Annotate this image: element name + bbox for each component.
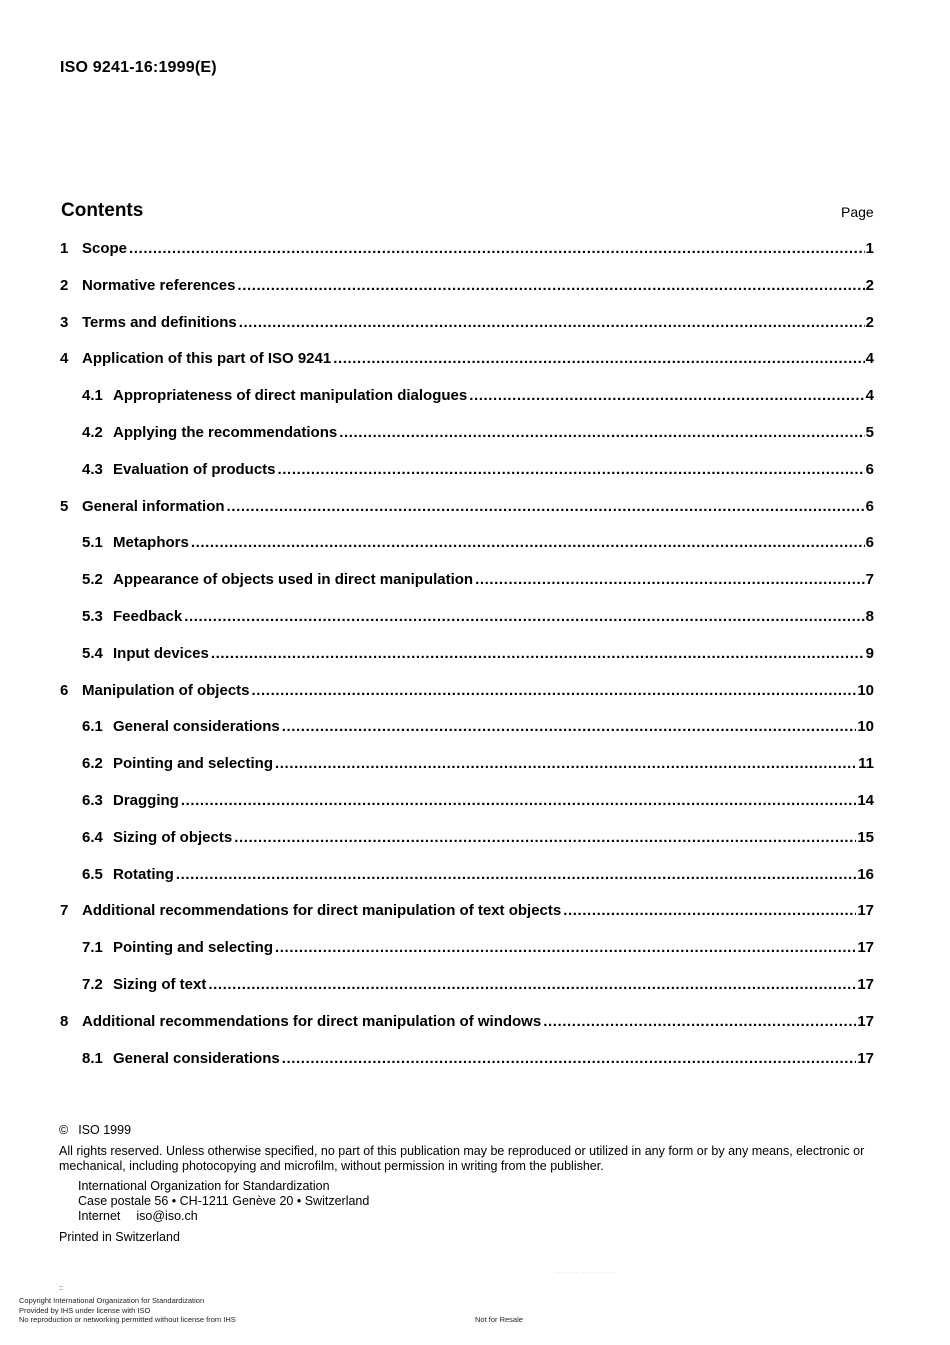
toc-entry-number: 5.1 [82, 534, 103, 551]
toc-entry-title: Pointing and selecting [113, 939, 274, 956]
toc-entry-page: 14 [857, 792, 874, 809]
toc-entry-title: Input devices [113, 645, 209, 662]
toc-entry[interactable] [60, 1012, 874, 1032]
toc-entry-page: 6 [865, 498, 874, 515]
rights-statement: All rights reserved. Unless otherwise specified, no part of this publication may be reproduced or utilized in any form or by any means, electronic or mechanical, including photocopying and microfilm, without permission in writing from the publisher. [59, 1144, 865, 1173]
toc-dot-leader [176, 865, 856, 885]
toc-dot-leader [278, 460, 865, 480]
toc-entry[interactable] [82, 386, 874, 406]
toc-entry[interactable] [60, 681, 874, 701]
toc-entry-number: 3 [60, 314, 69, 331]
toc-entry-title: Evaluation of products [113, 461, 276, 478]
toc-entry-number: 5.4 [82, 645, 103, 662]
toc-entry-page: 9 [865, 645, 874, 662]
toc-entry-title: Additional recommendations for direct manipulation of windows [82, 1013, 542, 1030]
toc-entry[interactable] [60, 276, 874, 296]
toc-entry-page: 15 [857, 829, 874, 846]
toc-entry-number: 1 [60, 240, 69, 257]
footer-line-3: No reproduction or networking permitted without license from IHS [19, 1315, 236, 1324]
toc-entry[interactable] [60, 901, 874, 921]
toc-entry-title: Applying the recommendations [113, 424, 338, 441]
footer-line-1: Copyright International Organization for Standardization [19, 1296, 205, 1305]
toc-entry-title: Normative references [82, 277, 236, 294]
toc-dot-leader [227, 497, 865, 517]
toc-entry-page: 8 [865, 608, 874, 625]
internet-line [78, 1209, 879, 1224]
toc-entry-page: 11 [858, 755, 874, 772]
toc-entry-title: Metaphors [113, 534, 189, 551]
toc-entry[interactable] [60, 239, 874, 259]
toc-entry-title: Rotating [113, 866, 174, 883]
toc-entry[interactable] [82, 828, 874, 848]
toc-dot-leader [237, 276, 864, 296]
toc-entry-page: 6 [865, 461, 874, 478]
toc-entry-title: Pointing and selecting [113, 755, 274, 772]
toc-entry[interactable] [82, 460, 874, 480]
toc-entry-title: General considerations [113, 1050, 280, 1067]
toc-entry[interactable] [60, 497, 874, 517]
toc-entry-page: 5 [865, 424, 874, 441]
toc-entry-page: 10 [857, 718, 874, 735]
toc-entry-title: Additional recommendations for direct manipulation of text objects [82, 902, 562, 919]
toc-entry-page: 2 [865, 314, 874, 331]
toc-entry-title: Application of this part of ISO 9241 [82, 350, 332, 367]
toc-dot-leader [282, 717, 857, 737]
toc-entry-number: 6.1 [82, 718, 103, 735]
toc-dot-leader [191, 533, 865, 553]
toc-dot-leader [333, 349, 864, 369]
toc-entry-title: Manipulation of objects [82, 682, 250, 699]
footer-line-2: Provided by IHS under license with ISO [19, 1305, 151, 1315]
toc-entry-title: Terms and definitions [82, 314, 237, 331]
copyright-block [59, 1123, 879, 1245]
toc-dot-leader [339, 423, 864, 443]
toc-entry-number: 4.2 [82, 424, 103, 441]
toc-dot-leader [563, 901, 856, 921]
toc-entry-number: 4 [60, 350, 69, 367]
toc-entry-page: 17 [857, 976, 874, 993]
toc-entry-page: 16 [857, 866, 874, 883]
toc-dot-leader [184, 607, 864, 627]
toc-entry-number: 6 [60, 682, 69, 699]
toc-entry-page: 2 [865, 277, 874, 294]
toc-entry-number: 7 [60, 902, 69, 919]
internet-email[interactable]: iso@iso.ch [136, 1209, 198, 1223]
toc-entry-title: Scope [82, 240, 128, 257]
toc-entry-title: General information [82, 498, 225, 515]
toc-entry-title: Dragging [113, 792, 179, 809]
scan-artifact: ········ ··· ········ [555, 1270, 618, 1276]
toc-dot-leader [239, 313, 865, 333]
toc-entry[interactable] [82, 570, 874, 590]
document-id: ISO 9241-16:1999(E) [60, 59, 217, 76]
toc-entry[interactable] [82, 754, 874, 774]
toc-entry[interactable] [82, 938, 874, 958]
toc-entry[interactable] [82, 975, 874, 995]
toc-entry-number: 6.5 [82, 866, 103, 883]
toc-entry-number: 6.2 [82, 755, 103, 772]
toc-dot-leader [469, 386, 864, 406]
toc-entry[interactable] [82, 423, 874, 443]
toc-entry-number: 5.3 [82, 608, 103, 625]
toc-entry-page: 17 [857, 902, 874, 919]
not-for-resale: Not for Resale [475, 1315, 523, 1324]
toc-entry-page: 17 [857, 1013, 874, 1030]
printed-in: Printed in Switzerland [59, 1230, 180, 1244]
footer-mark: :: [59, 1285, 63, 1292]
toc-dot-leader [475, 570, 865, 590]
toc-entry[interactable] [82, 791, 874, 811]
contents-heading: Contents [61, 200, 144, 221]
toc-dot-leader [275, 938, 856, 958]
toc-entry-number: 4.3 [82, 461, 103, 478]
toc-entry-number: 5.2 [82, 571, 103, 588]
toc-entry-title: Appropriateness of direct manipulation dialogues [113, 387, 468, 404]
toc-dot-leader [282, 1049, 857, 1069]
toc-entry-number: 7.2 [82, 976, 103, 993]
toc-dot-leader [275, 754, 857, 774]
toc-dot-leader [181, 791, 856, 811]
toc-entry-number: 6.3 [82, 792, 103, 809]
toc-dot-leader [129, 239, 865, 259]
toc-entry[interactable] [82, 865, 874, 885]
toc-entry-number: 2 [60, 277, 69, 294]
page-column-label: Page [841, 204, 874, 220]
toc-entry-title: Sizing of objects [113, 829, 233, 846]
toc-entry-title: Appearance of objects used in direct manipulation [113, 571, 474, 588]
copyright-line [59, 1123, 879, 1138]
copyright-year: ISO 1999 [78, 1123, 132, 1137]
toc-dot-leader [252, 681, 857, 701]
toc-entry-number: 7.1 [82, 939, 103, 956]
toc-entry-page: 4 [865, 387, 874, 404]
publisher-address [59, 1179, 879, 1224]
toc-dot-leader [543, 1012, 856, 1032]
copyright-symbol: © [59, 1123, 69, 1137]
toc-entry[interactable] [60, 313, 874, 333]
toc-entry-number: 5 [60, 498, 69, 515]
toc-entry-number: 8 [60, 1013, 69, 1030]
toc-entry-page: 1 [865, 240, 874, 257]
toc-dot-leader [211, 644, 865, 664]
toc-entry-number: 6.4 [82, 829, 103, 846]
toc-entry-page: 7 [865, 571, 874, 588]
toc-entry-page: 6 [865, 534, 874, 551]
toc-dot-leader [208, 975, 856, 995]
toc-entry[interactable] [82, 644, 874, 664]
toc-entry-title: Feedback [113, 608, 183, 625]
toc-entry-page: 10 [857, 682, 874, 699]
toc-entry[interactable] [82, 607, 874, 627]
toc-entry[interactable] [82, 1049, 874, 1069]
toc-entry[interactable] [82, 533, 874, 553]
toc-entry[interactable] [60, 349, 874, 369]
license-footer [19, 1296, 236, 1325]
toc-entry-number: 4.1 [82, 387, 103, 404]
internet-label: Internet [78, 1209, 121, 1223]
toc-entry-title: General considerations [113, 718, 280, 735]
publisher-org: International Organization for Standardization [78, 1179, 330, 1193]
toc-entry-page: 17 [857, 1050, 874, 1067]
toc-entry-page: 4 [865, 350, 874, 367]
toc-dot-leader [234, 828, 856, 848]
toc-entry-page: 17 [857, 939, 874, 956]
toc-entry[interactable] [82, 717, 874, 737]
postal-address: Case postale 56 • CH-1211 Genève 20 • Switzerland [78, 1194, 370, 1208]
toc-entry-title: Sizing of text [113, 976, 207, 993]
toc-entry-number: 8.1 [82, 1050, 103, 1067]
